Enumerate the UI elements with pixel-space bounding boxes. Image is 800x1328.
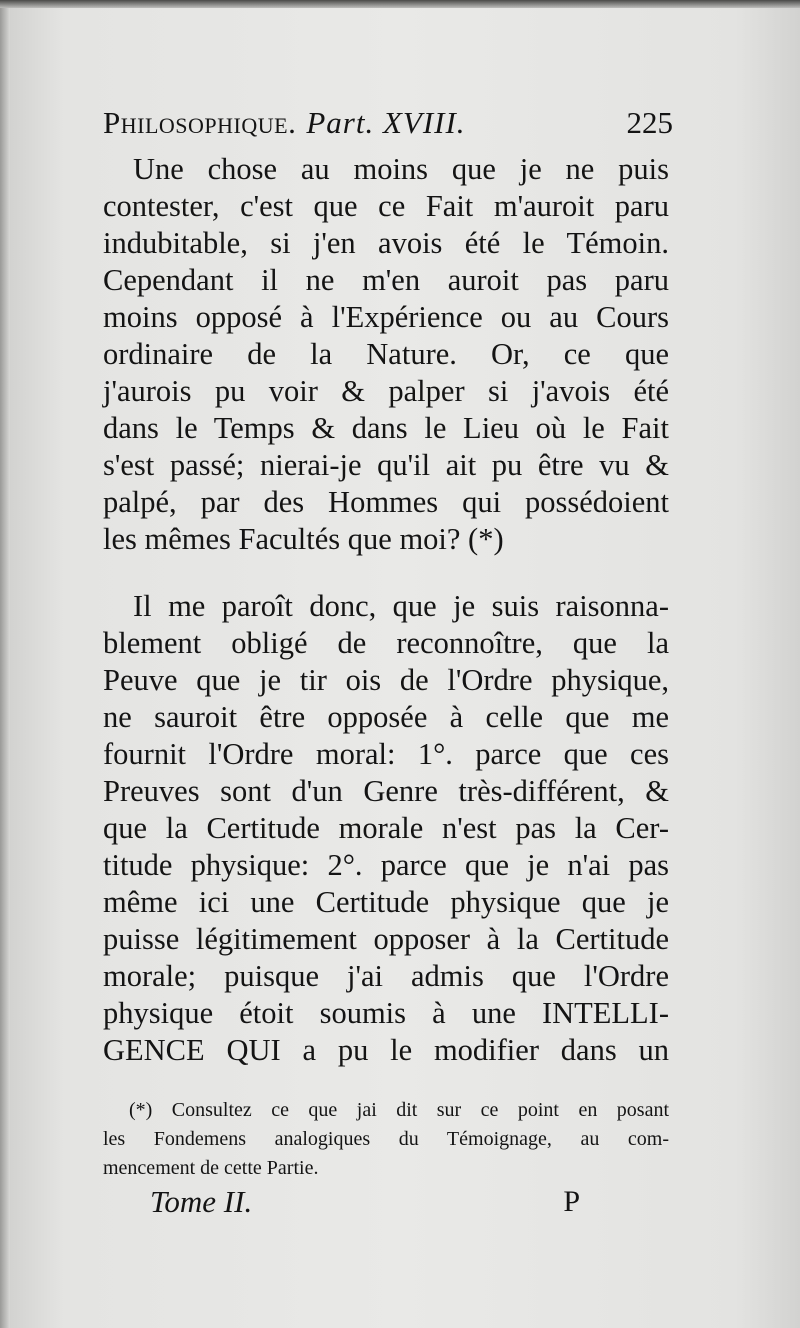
show-through-ink [110,562,670,584]
text-line: physique étoit soumis à une INTELLI- [103,996,669,1030]
text-line: Preuves sont d'un Genre très-différent, & [103,774,669,808]
show-through-ink [110,1040,670,1062]
running-header [103,98,673,148]
text-line: ordinaire de la Nature. Or, ce que [103,337,669,371]
paragraph-1 [103,151,669,558]
text-line: Cependant il ne m'en auroit pas paru [103,263,669,297]
signature-mark: P [563,1185,580,1218]
text-line: Il me paroît donc, que je suis raisonna- [133,589,669,623]
text-line: titude physique: 2°. parce que je n'ai pas [103,848,669,882]
page-top-shadow [0,0,800,8]
text-line: puisse légitimement opposer à la Certitude [103,922,669,956]
text-line: ne sauroit être opposée à celle que me [103,700,669,734]
text-line: blement obligé de reconnoître, que la [103,626,669,660]
volume-label: Tome II. [150,1184,253,1219]
footnote-line: (*) Consultez ce que jai dit sur ce point en posant [129,1099,669,1121]
footnote-line: les Fondemens analogiques du Témoignage, au com- [103,1128,669,1150]
text-line: même ici une Certitude physique que je [103,885,669,919]
text-line: Peuve que je tir ois de l'Ordre physique, [103,663,669,697]
running-title: Philosophique. [103,105,297,140]
text-line: dans le Temps & dans le Lieu où le Fait [103,411,669,445]
part-label: Part. XVIII. [306,105,466,140]
page-gutter-shadow [0,0,10,1328]
page-number: 225 [626,105,673,140]
text-line: fournit l'Ordre moral: 1°. parce que ces [103,737,669,771]
text-line: indubitable, si j'en avois été le Témoin. [103,226,669,260]
signature-line [150,1180,580,1224]
text-line: j'aurois pu voir & palper si j'avois été [103,374,669,408]
text-line: moins opposé à l'Expérience ou au Cours [103,300,669,334]
text-line: que la Certitude morale n'est pas la Cer- [103,811,669,845]
text-line: Une chose au moins que je ne puis [133,152,669,186]
text-line: GENCE QUI a pu le modifier dans un [103,1033,669,1067]
text-line: les mêmes Facultés que moi? (*) [103,522,504,556]
text-line: palpé, par des Hommes qui possédoient [103,485,669,519]
text-line: contester, c'est que ce Fait m'auroit paru [103,189,669,223]
footnote-line: mencement de cette Partie. [103,1157,319,1179]
text-line: morale; puisque j'ai admis que l'Ordre [103,959,669,993]
text-line: s'est passé; nierai-je qu'il ait pu être vu & [103,448,669,482]
footnote [103,1096,669,1183]
paragraph-2 [103,588,669,1069]
